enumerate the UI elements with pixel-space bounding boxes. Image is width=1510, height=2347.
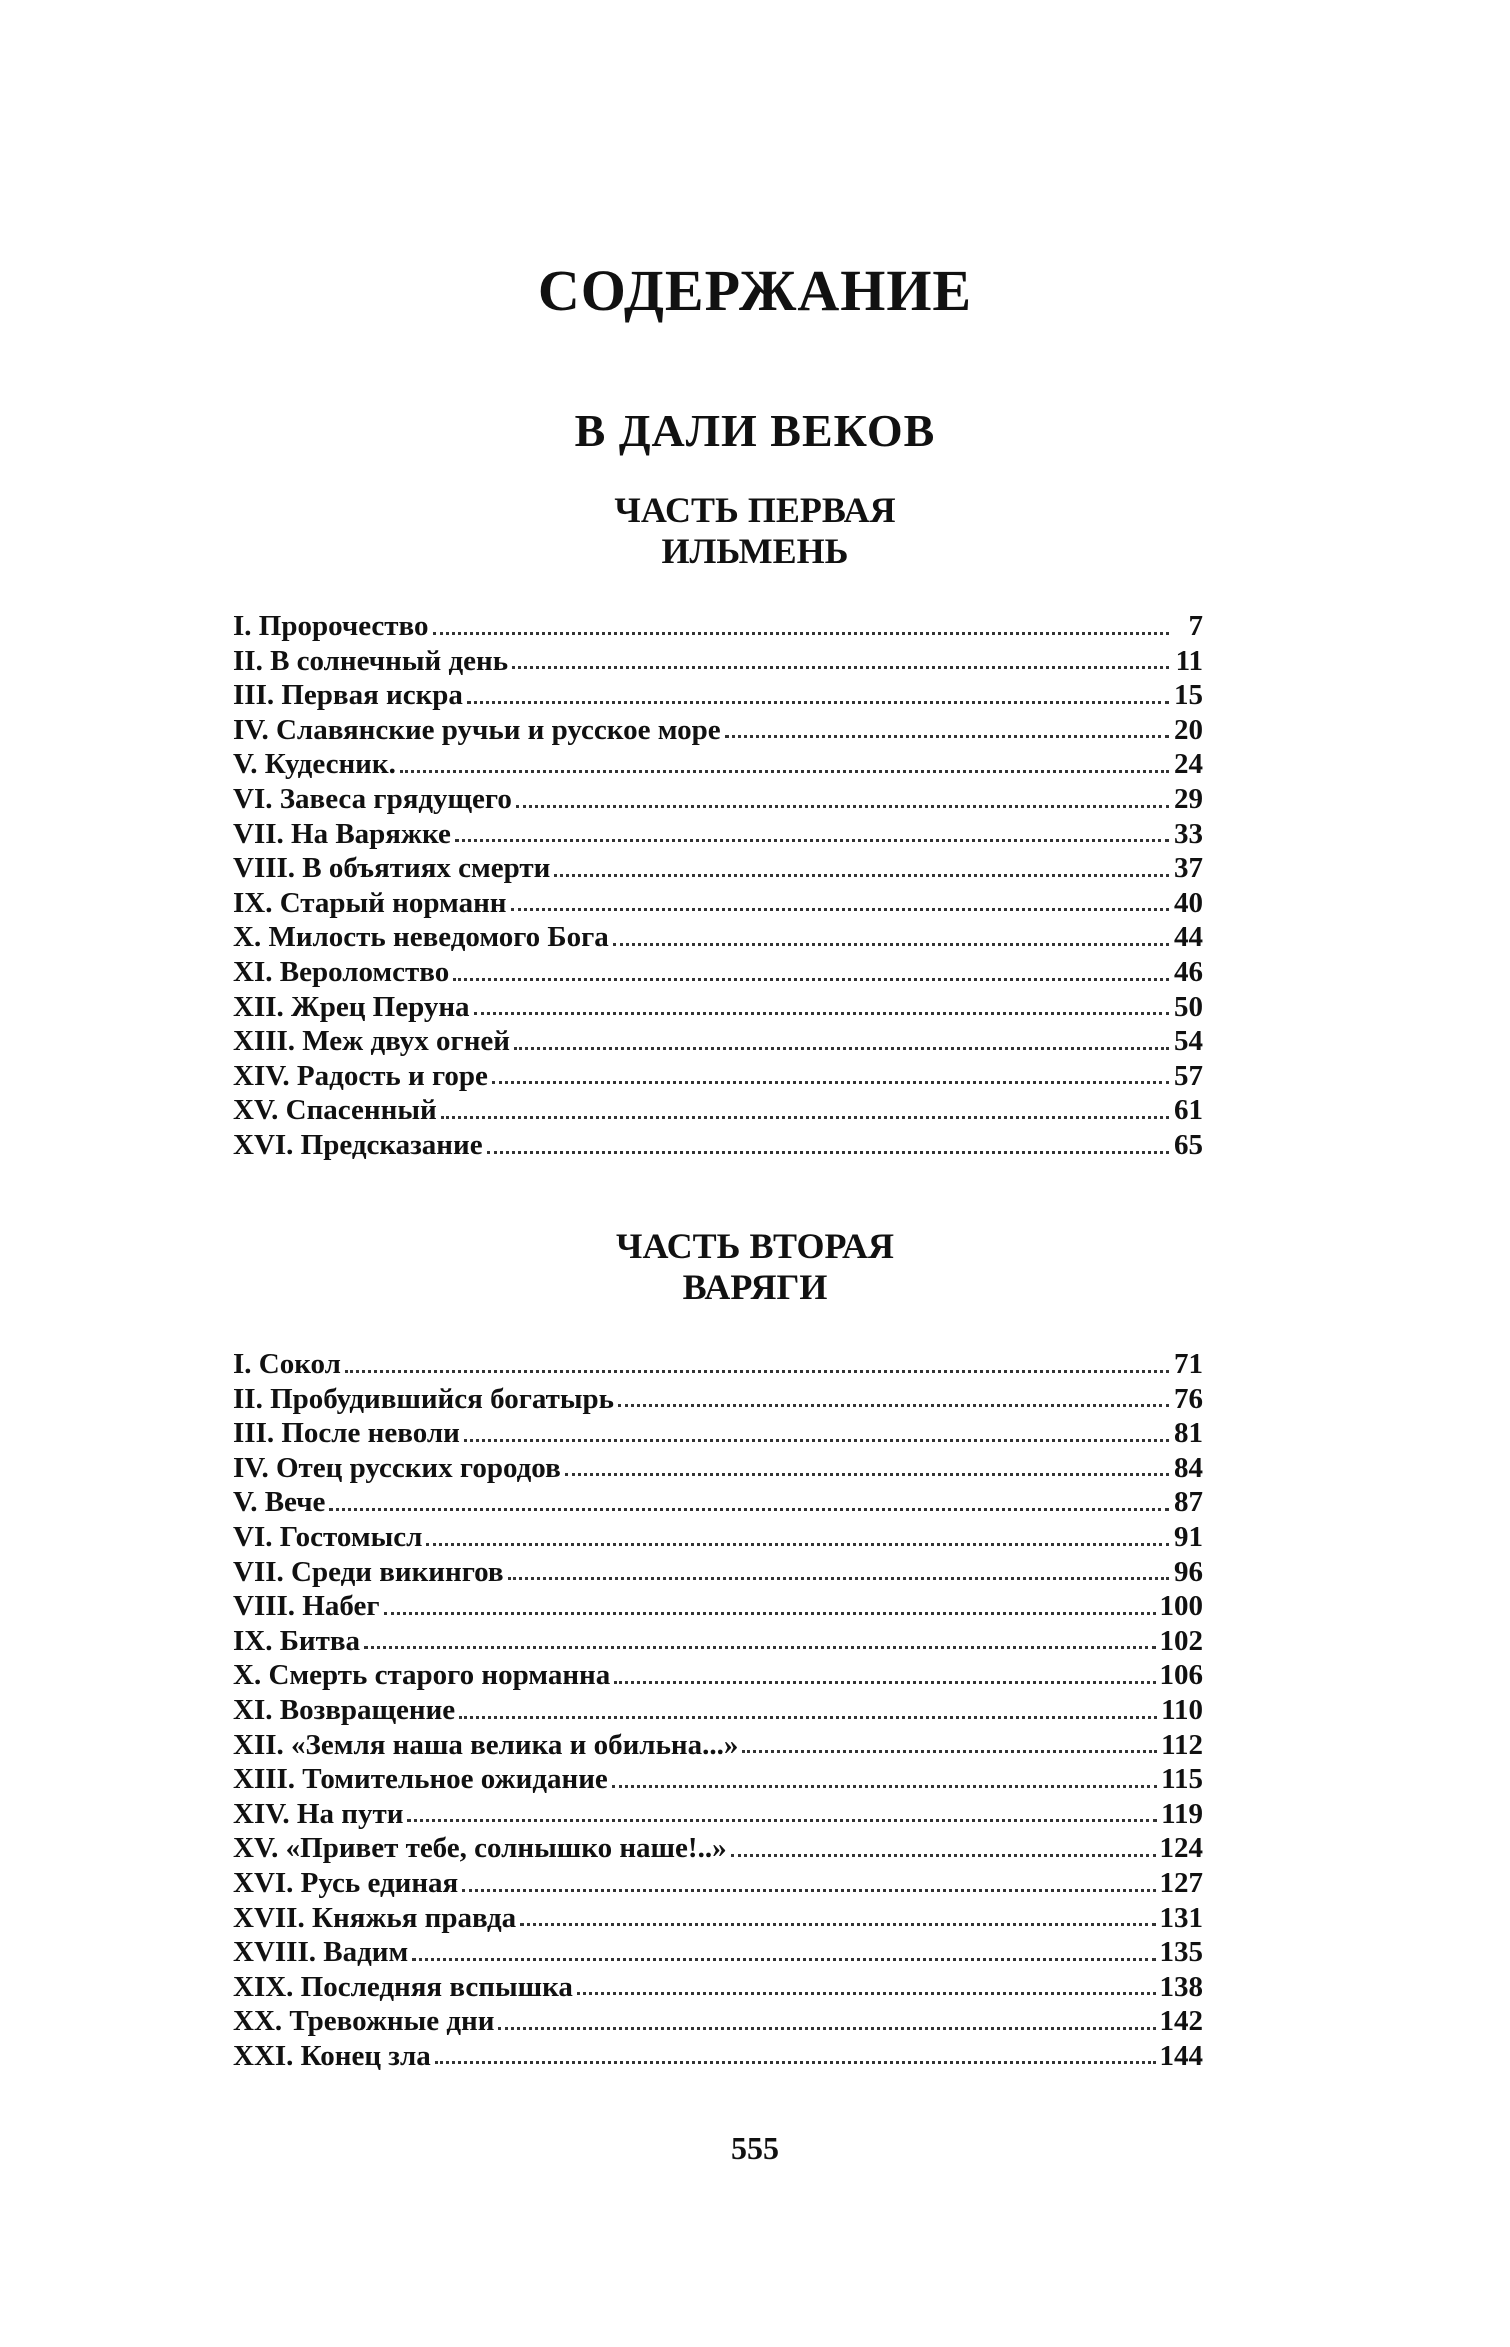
- chapter-page-number: 29: [1174, 782, 1203, 815]
- toc-entry: [233, 851, 1203, 886]
- page-number: 555: [731, 2130, 779, 2166]
- part-2-number: ЧАСТЬ ВТОРАЯ: [616, 1226, 894, 1266]
- toc-entry: [233, 747, 1203, 782]
- dot-leader: [345, 1370, 1169, 1373]
- toc-entry: [233, 1970, 1203, 2005]
- chapter-page-number: 33: [1174, 817, 1203, 850]
- dot-leader: [474, 1012, 1169, 1015]
- toc-entry: [233, 1128, 1203, 1163]
- dot-leader: [400, 770, 1169, 773]
- dot-leader: [498, 2027, 1155, 2030]
- toc-entry: [233, 1935, 1203, 1970]
- part-1-chapter-list: [233, 609, 1203, 1163]
- chapter-title: II. В солнечный день: [233, 644, 509, 677]
- dot-leader: [453, 978, 1169, 981]
- chapter-title: XIII. Меж двух огней: [233, 1025, 510, 1058]
- chapter-page-number: 115: [1161, 1763, 1203, 1796]
- chapter-page-number: 91: [1174, 1520, 1203, 1553]
- chapter-title: IV. Славянские ручьи и русское море: [233, 713, 721, 746]
- chapter-title: XIV. На пути: [233, 1797, 404, 1830]
- dot-leader: [618, 1404, 1169, 1407]
- chapter-title: I. Пророчество: [233, 610, 429, 642]
- dot-leader: [464, 1439, 1169, 1442]
- chapter-title: IX. Битва: [233, 1624, 361, 1657]
- chapter-title: XVI. Предсказание: [233, 1128, 483, 1161]
- chapter-title: XIII. Томительное ожидание: [233, 1763, 608, 1796]
- toc-entry: [233, 1024, 1203, 1059]
- dot-leader: [725, 735, 1169, 738]
- toc-entry: [233, 1347, 1203, 1382]
- toc-entry: [233, 1555, 1203, 1590]
- toc-entry: [233, 1382, 1203, 1417]
- toc-entry: [233, 678, 1203, 713]
- dot-leader: [511, 908, 1170, 911]
- chapter-page-number: 119: [1161, 1797, 1203, 1830]
- dot-leader: [520, 1923, 1155, 1926]
- chapter-title: XI. Возвращение: [233, 1693, 456, 1726]
- chapter-page-number: 106: [1159, 1659, 1203, 1692]
- chapter-title: X. Смерть старого норманна: [233, 1659, 611, 1692]
- dot-leader: [577, 1992, 1156, 1995]
- dot-leader: [364, 1646, 1155, 1649]
- dot-leader: [329, 1508, 1169, 1511]
- chapter-page-number: 127: [1159, 1866, 1203, 1899]
- toc-entry: [233, 817, 1203, 852]
- dot-leader: [487, 1151, 1169, 1154]
- dot-leader: [441, 1116, 1169, 1119]
- chapter-page-number: 20: [1174, 713, 1203, 746]
- chapter-page-number: 40: [1174, 886, 1203, 919]
- dot-leader: [462, 1889, 1155, 1892]
- chapter-page-number: 61: [1174, 1094, 1203, 1127]
- part-1-name: ИЛЬМЕНЬ: [661, 531, 849, 571]
- part-1-number: ЧАСТЬ ПЕРВАЯ: [614, 490, 896, 530]
- dot-leader: [565, 1473, 1169, 1476]
- toc-entry: [233, 1831, 1203, 1866]
- chapter-title: V. Кудесник.: [233, 748, 396, 781]
- chapter-page-number: 96: [1174, 1555, 1203, 1588]
- chapter-page-number: 46: [1174, 955, 1203, 988]
- toc-entry: [233, 2039, 1203, 2074]
- toc-entry: [233, 1520, 1203, 1555]
- chapter-page-number: 100: [1159, 1590, 1203, 1623]
- dot-leader: [742, 1750, 1157, 1753]
- chapter-title: III. Первая искра: [233, 679, 463, 712]
- chapter-title: XVI. Русь единая: [233, 1866, 459, 1899]
- toc-entry: [233, 1624, 1203, 1659]
- chapter-title: IV. Отец русских городов: [233, 1451, 561, 1484]
- chapter-title: XX. Тревожные дни: [233, 2005, 495, 2038]
- chapter-title: XVIII. Вадим: [233, 1936, 409, 1969]
- chapter-title: VII. На Варяжке: [233, 817, 451, 850]
- chapter-title: XV. «Привет тебе, солнышко наше!..»: [233, 1832, 727, 1865]
- chapter-title: XIX. Последняя вспышка: [233, 1970, 573, 2003]
- toc-entry: [233, 2004, 1203, 2039]
- chapter-page-number: 112: [1161, 1728, 1203, 1761]
- toc-entry: [233, 609, 1203, 644]
- part-2-heading: [0, 1226, 1510, 1308]
- dot-leader: [407, 1819, 1157, 1822]
- toc-entry: [233, 1589, 1203, 1624]
- dot-leader: [459, 1716, 1157, 1719]
- chapter-page-number: 87: [1174, 1486, 1203, 1519]
- dot-leader: [435, 2061, 1156, 2064]
- dot-leader: [512, 666, 1169, 669]
- toc-entry: [233, 1866, 1203, 1901]
- chapter-page-number: 50: [1174, 990, 1203, 1023]
- chapter-page-number: 37: [1174, 852, 1203, 885]
- chapter-page-number: 110: [1161, 1693, 1203, 1726]
- chapter-title: I. Сокол: [233, 1348, 341, 1380]
- chapter-title: IX. Старый норманн: [233, 886, 507, 919]
- toc-entry: [233, 1762, 1203, 1797]
- dot-leader: [426, 1543, 1169, 1546]
- toc-entry: [233, 1901, 1203, 1936]
- chapter-page-number: 135: [1159, 1936, 1203, 1969]
- chapter-page-number: 24: [1174, 748, 1203, 781]
- toc-entry: [233, 990, 1203, 1025]
- dot-leader: [554, 874, 1169, 877]
- chapter-page-number: 15: [1174, 679, 1203, 712]
- chapter-page-number: 57: [1174, 1059, 1203, 1092]
- chapter-title: XV. Спасенный: [233, 1094, 437, 1127]
- toc-entry: [233, 1797, 1203, 1832]
- chapter-page-number: 131: [1159, 1901, 1203, 1934]
- chapter-title: V. Вече: [233, 1486, 326, 1519]
- chapter-title: XVII. Княжья правда: [233, 1901, 517, 1934]
- chapter-title: X. Милость неведомого Бога: [233, 921, 609, 954]
- dot-leader: [492, 1081, 1169, 1084]
- dot-leader: [614, 1681, 1155, 1684]
- chapter-page-number: 102: [1159, 1624, 1203, 1657]
- chapter-page-number: 71: [1174, 1348, 1203, 1380]
- dot-leader: [514, 1047, 1169, 1050]
- chapter-title: III. После неволи: [233, 1417, 460, 1450]
- chapter-title: II. Пробудившийся богатырь: [233, 1382, 614, 1415]
- chapter-title: XI. Вероломство: [233, 955, 450, 988]
- toc-entry: [233, 782, 1203, 817]
- chapter-page-number: 138: [1159, 1970, 1203, 2003]
- chapter-title: VI. Гостомысл: [233, 1520, 423, 1553]
- part-2-name: ВАРЯГИ: [682, 1267, 828, 1307]
- toc-entry: [233, 1485, 1203, 1520]
- chapter-page-number: 144: [1159, 2039, 1203, 2072]
- part-1-heading: [0, 490, 1510, 572]
- toc-entry: [233, 886, 1203, 921]
- toc-entry: [233, 713, 1203, 748]
- chapter-title: XIV. Радость и горе: [233, 1059, 488, 1092]
- book-title: В ДАЛИ ВЕКОВ: [574, 405, 936, 456]
- toc-entry: [233, 1693, 1203, 1728]
- chapter-title: VII. Среди викингов: [233, 1555, 504, 1588]
- dot-leader: [516, 805, 1169, 808]
- chapter-page-number: 81: [1174, 1417, 1203, 1450]
- dot-leader: [412, 1958, 1155, 1961]
- part-2-chapter-list: [233, 1347, 1203, 2073]
- toc-entry: [233, 1093, 1203, 1128]
- chapter-page-number: 44: [1174, 921, 1203, 954]
- toc-entry: [233, 1451, 1203, 1486]
- chapter-page-number: 11: [1175, 644, 1203, 677]
- chapter-page-number: 142: [1159, 2005, 1203, 2038]
- dot-leader: [508, 1577, 1169, 1580]
- toc-entry: [233, 920, 1203, 955]
- chapter-title: VI. Завеса грядущего: [233, 782, 512, 815]
- chapter-page-number: 54: [1174, 1025, 1203, 1058]
- dot-leader: [433, 632, 1169, 635]
- dot-leader: [731, 1854, 1156, 1857]
- dot-leader: [455, 839, 1169, 842]
- chapter-page-number: 7: [1188, 610, 1203, 642]
- toc-entry: [233, 1728, 1203, 1763]
- chapter-title: XII. Жрец Перуна: [233, 990, 470, 1023]
- dot-leader: [467, 701, 1169, 704]
- chapter-title: XXI. Конец зла: [233, 2039, 431, 2072]
- chapter-title: VIII. В объятиях смерти: [233, 852, 551, 885]
- toc-entry: [233, 1416, 1203, 1451]
- dot-leader: [612, 1785, 1157, 1788]
- toc-entry: [233, 955, 1203, 990]
- chapter-title: XII. «Земля наша велика и обильна...»: [233, 1728, 739, 1761]
- chapter-page-number: 76: [1174, 1382, 1203, 1415]
- page-title: СОДЕРЖАНИЕ: [537, 258, 973, 323]
- dot-leader: [613, 943, 1169, 946]
- chapter-page-number: 124: [1159, 1832, 1203, 1865]
- toc-entry: [233, 1658, 1203, 1693]
- chapter-page-number: 84: [1174, 1451, 1203, 1484]
- toc-entry: [233, 1059, 1203, 1094]
- toc-entry: [233, 644, 1203, 679]
- chapter-page-number: 65: [1174, 1128, 1203, 1161]
- dot-leader: [384, 1612, 1156, 1615]
- chapter-title: VIII. Набег: [233, 1590, 380, 1623]
